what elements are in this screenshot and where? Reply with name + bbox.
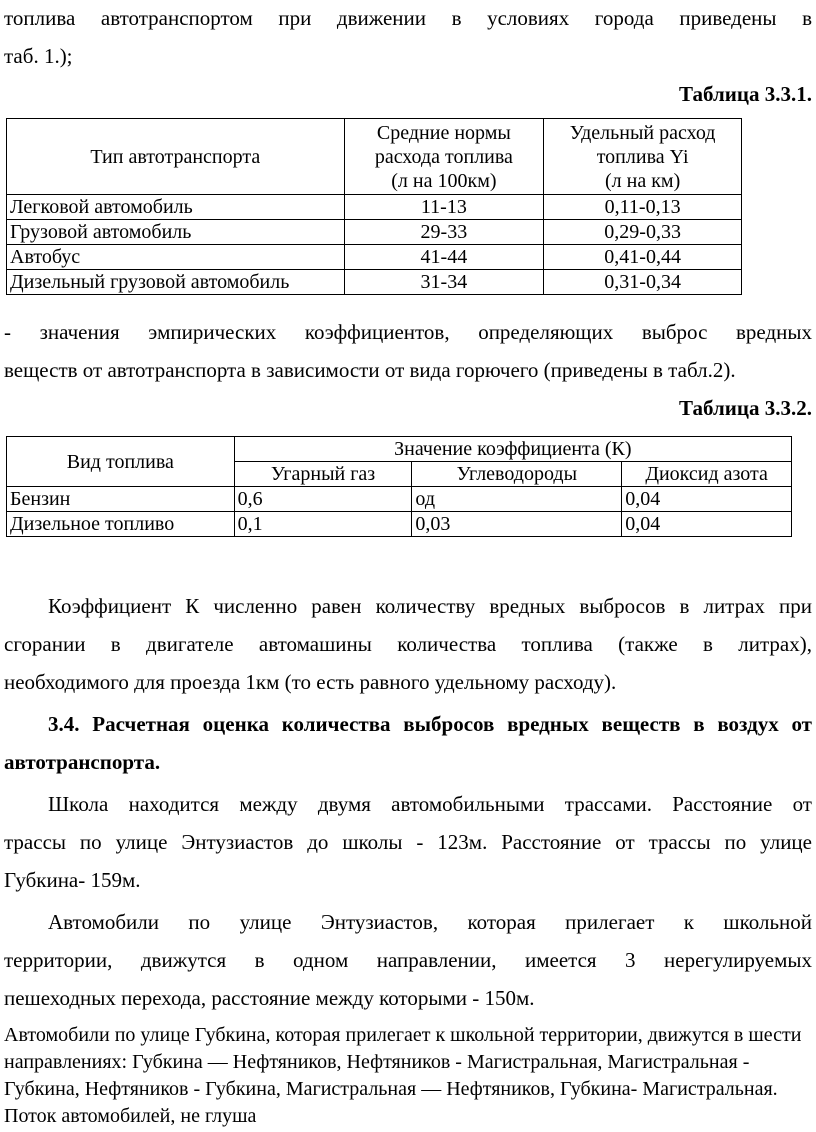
table-header-row [7, 437, 792, 462]
cell-norm: 29-33 [344, 220, 544, 245]
intro-line-2: таб. 1.); [4, 44, 73, 68]
cell-vehicle-type: Автобус [7, 245, 345, 270]
section-heading-line-2: автотранспорта. [4, 750, 161, 774]
cell-vehicle-type: Грузовой автомобиль [7, 220, 345, 245]
para-4-line-2: территории, движутся в одном направлении, имеется 3 нерегулируемых [4, 948, 812, 972]
cell-no2: 0,04 [622, 487, 792, 512]
table-1-caption: Таблица 3.3.1. [679, 82, 812, 106]
header-specific-consumption: Удельный расход топлива Yi (л на км) [544, 119, 742, 195]
table-row [7, 270, 742, 295]
cell-specific: 0,11-0,13 [544, 195, 742, 220]
cell-co: 0,6 [234, 487, 412, 512]
cell-vehicle-type: Легковой автомобиль [7, 195, 345, 220]
table-row [7, 487, 792, 512]
table-emission-coefficients [6, 436, 792, 537]
header-hydrocarbons: Углеводороды [412, 462, 622, 487]
para-3-line-3: Губкина- 159м. [4, 868, 141, 892]
para-2-line-1: Коэффициент К численно равен количеству вредных выбросов в литрах при [48, 594, 812, 618]
intro-line-1: топлива автотранспортом при движении в условиях города приведены в [4, 6, 812, 30]
cell-hydrocarbons: 0,03 [412, 512, 622, 537]
cell-specific: 0,41-0,44 [544, 245, 742, 270]
table-row [7, 512, 792, 537]
table-row [7, 245, 742, 270]
cell-norm: 31-34 [344, 270, 544, 295]
table-fuel-consumption [6, 118, 742, 295]
header-coefficient: Значение коэффициента (К) [234, 437, 791, 462]
cell-vehicle-type: Дизельный грузовой автомобиль [7, 270, 345, 295]
section-heading-line-1: 3.4. Расчетная оценка количества выбросов вредных веществ в воздух от [48, 712, 812, 736]
table-row [7, 195, 742, 220]
para-4-line-1: Автомобили по улице Энтузиастов, которая прилегает к школьной [48, 910, 812, 934]
header-fuel-type: Вид топлива [7, 437, 235, 487]
cell-fuel: Дизельное топливо [7, 512, 235, 537]
para-3-line-1: Школа находится между двумя автомобильными трассами. Расстояние от [48, 792, 812, 816]
para-2-line-3: необходимого для проезда 1км (то есть равного удельному расходу). [4, 670, 617, 694]
para-4-line-3: пешеходных перехода, расстояние между которыми - 150м. [4, 986, 535, 1010]
para-1-line-2: веществ от автотранспорта в зависимости от вида горючего (приведены в табл.2). [4, 358, 736, 382]
para-3-line-2: трассы по улице Энтузиастов до школы - 123м. Расстояние от трассы по улице [4, 830, 812, 854]
cell-norm: 41-44 [344, 245, 544, 270]
para-5: Автомобили по улице Губкина, которая прилегает к школьной территории, движутся в шести направлениях: Губкина — Нефтяников, Нефтяников - Магистральная, Магистральная - Губкина, Нефтяников - Губкина, Магистральная — Нефтяников, Губкина- Магистральная. Поток автомобилей, не глуша [4, 1024, 802, 1127]
header-no2: Диоксид азота [622, 462, 792, 487]
cell-hydrocarbons: од [412, 487, 622, 512]
header-vehicle-type: Тип автотранспорта [7, 119, 345, 195]
table-row [7, 220, 742, 245]
cell-no2: 0,04 [622, 512, 792, 537]
table-2-caption: Таблица 3.3.2. [679, 396, 812, 420]
header-co: Угарный газ [234, 462, 412, 487]
cell-specific: 0,29-0,33 [544, 220, 742, 245]
cell-co: 0,1 [234, 512, 412, 537]
para-2-line-2: сгорании в двигателе автомашины количества топлива (также в литрах), [4, 632, 812, 656]
table-header-row [7, 119, 742, 195]
cell-fuel: Бензин [7, 487, 235, 512]
para-1-line-1: - значения эмпирических коэффициентов, определяющих выброс вредных [4, 320, 812, 344]
cell-norm: 11-13 [344, 195, 544, 220]
cell-specific: 0,31-0,34 [544, 270, 742, 295]
header-avg-norm: Средние нормы расхода топлива (л на 100км) [344, 119, 544, 195]
